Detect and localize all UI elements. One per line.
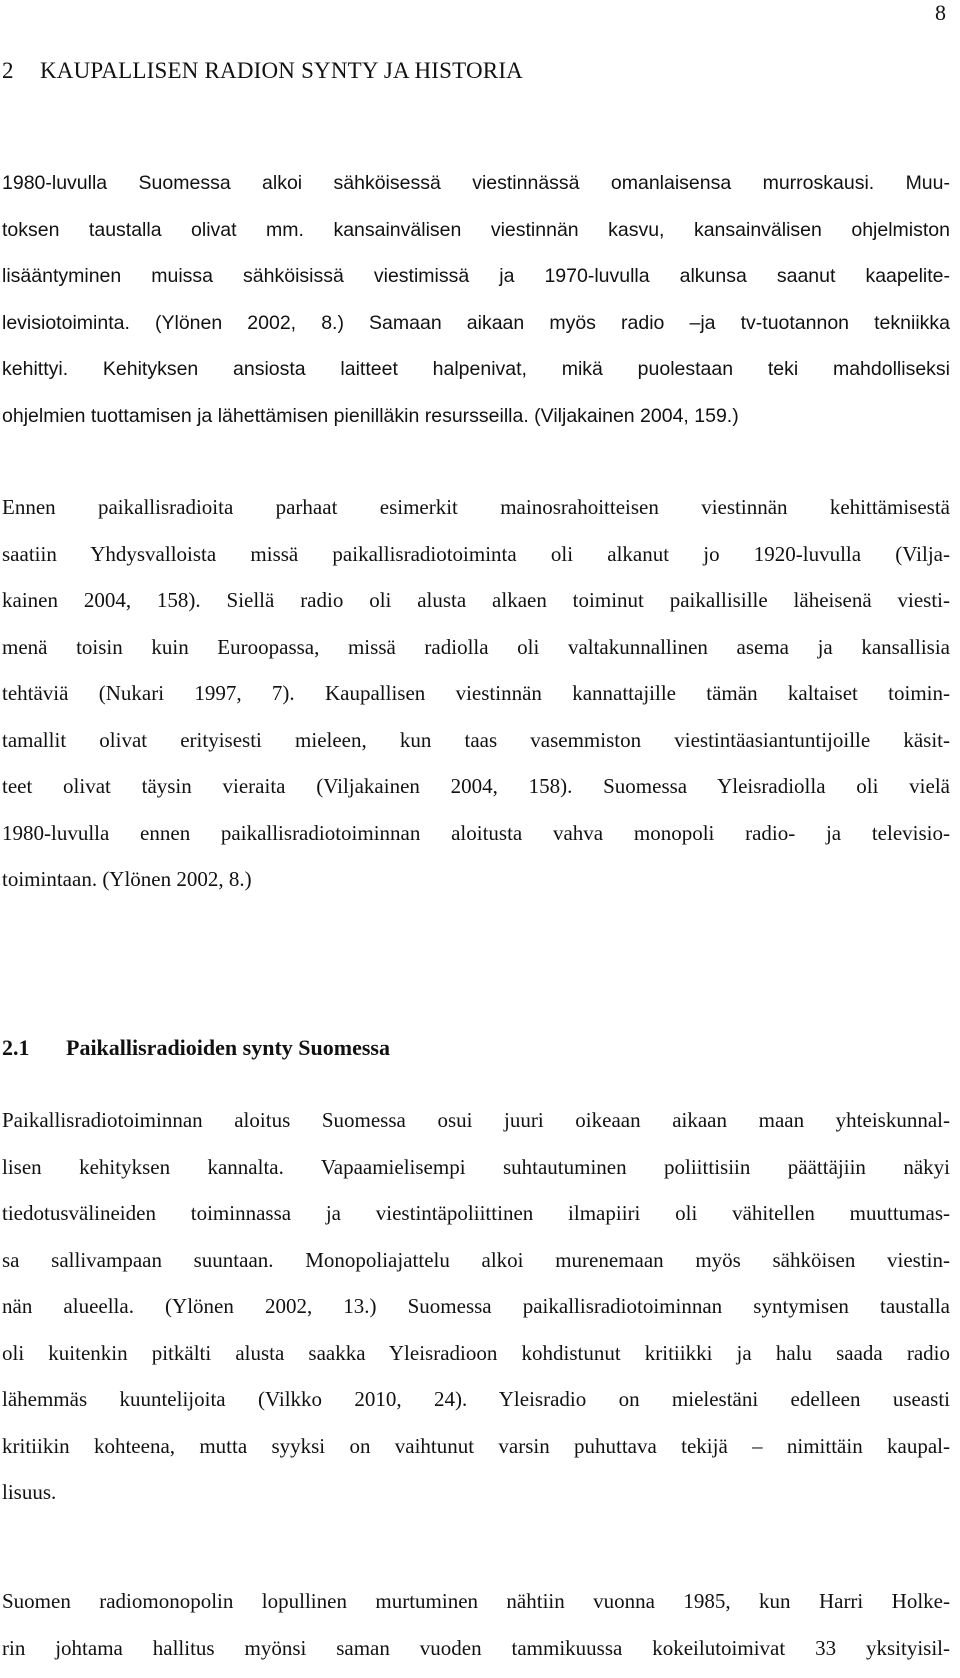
paragraph-intro	[2, 160, 950, 439]
chapter-title: KAUPALLISEN RADION SYNTY JA HISTORIA	[40, 58, 523, 83]
paragraph-local-radio	[2, 1097, 950, 1516]
paragraph-line: tiedotusvälineiden toiminnassa ja viestintäpoliittinen ilmapiiri oli vähitellen muuttumas-	[2, 1201, 950, 1225]
paragraph-background	[2, 484, 950, 903]
paragraph-line: tehtäviä (Nukari 1997, 7). Kaupallisen viestinnän kannattajille tämän kaltaiset toimin-	[2, 681, 950, 705]
paragraph-line: menä toisin kuin Euroopassa, missä radiolla oli valtakunnallinen asema ja kansallisia	[2, 634, 950, 659]
paragraph-line: levisiotoiminta. (Ylönen 2002, 8.) Samaan aikaan myös radio –ja tv-tuotannon tekniikka	[2, 311, 950, 334]
section-heading	[2, 1033, 390, 1063]
paragraph-line: teet olivat täysin vieraita (Viljakainen 2004, 158). Suomessa Yleisradiolla oli vielä	[2, 774, 950, 798]
paragraph-line: toimintaan. (Ylönen 2002, 8.)	[2, 867, 252, 891]
section-number: 2.1	[2, 1035, 30, 1060]
paragraph-line: sa sallivampaan suuntaan. Monopoliajattelu alkoi murenemaan myös sähköisen viestin-	[2, 1247, 950, 1272]
section-title: Paikallisradioiden synty Suomessa	[66, 1035, 390, 1060]
paragraph-line: lisääntyminen muissa sähköisissä viestimissä ja 1970-luvulla alkunsa saanut kaapelite-	[2, 265, 950, 287]
paragraph-line: oli kuitenkin pitkälti alusta saakka Yleisradioon kohdistunut kritiikki ja halu saada radio	[2, 1340, 950, 1365]
paragraph-line: kehittyi. Kehityksen ansiosta laitteet halpenivat, mikä puolestaan teki mahdolliseksi	[2, 358, 950, 380]
chapter-number: 2	[2, 58, 14, 83]
paragraph-line: rin johtama hallitus myönsi saman vuoden tammikuussa kokeilutoimivat 33 yksityisil-	[2, 1635, 950, 1660]
paragraph-line: saatiin Yhdysvalloista missä paikallisradiotoiminta oli alkanut jo 1920-luvulla (Vilja-	[2, 541, 950, 566]
paragraph-monopoly	[2, 1578, 950, 1671]
paragraph-line: Ennen paikallisradioita parhaat esimerkit mainosrahoitteisen viestinnän kehittämisestä	[2, 495, 950, 519]
paragraph-line: lähemmäs kuuntelijoita (Vilkko 2010, 24). Yleisradio on mielestäni edelleen useasti	[2, 1387, 950, 1411]
paragraph-line: 1980-luvulla ennen paikallisradiotoiminnan aloitusta vahva monopoli radio- ja televisio-	[2, 820, 950, 845]
paragraph-line: 1980-luvulla Suomessa alkoi sähköisessä viestinnässä omanlaisensa murroskausi. Muu-	[2, 172, 950, 194]
paragraph-line: kainen 2004, 158). Siellä radio oli alusta alkaen toiminut paikallisille läheisenä viesti-	[2, 588, 950, 612]
paragraph-line: nän alueella. (Ylönen 2002, 13.) Suomessa paikallisradiotoiminnan syntymisen taustalla	[2, 1294, 950, 1318]
chapter-heading	[2, 56, 523, 86]
paragraph-line: Suomen radiomonopolin lopullinen murtuminen nähtiin vuonna 1985, kun Harri Holke-	[2, 1589, 950, 1613]
paragraph-line: Paikallisradiotoiminnan aloitus Suomessa osui juuri oikeaan aikaan maan yhteiskunnal-	[2, 1108, 950, 1132]
paragraph-line: lisuus.	[2, 1480, 57, 1504]
paragraph-line: toksen taustalla olivat mm. kansainvälisen viestinnän kasvu, kansainvälisen ohjelmiston	[2, 218, 950, 241]
paragraph-line: ohjelmien tuottamisen ja lähettämisen pienilläkin resursseilla. (Viljakainen 2004, 159.)	[2, 404, 739, 427]
paragraph-line: tamallit olivat erityisesti mieleen, kun taas vasemmiston viestintäasiantuntijoille käsit-	[2, 727, 950, 752]
paragraph-line: lisen kehityksen kannalta. Vapaamielisempi suhtautuminen poliittisiin päättäjiin näkyi	[2, 1154, 950, 1179]
page-number: 8	[935, 0, 946, 25]
paragraph-line: kritiikin kohteena, mutta syyksi on vaihtunut varsin puhuttava tekijä – nimittäin kaupal-	[2, 1433, 950, 1458]
